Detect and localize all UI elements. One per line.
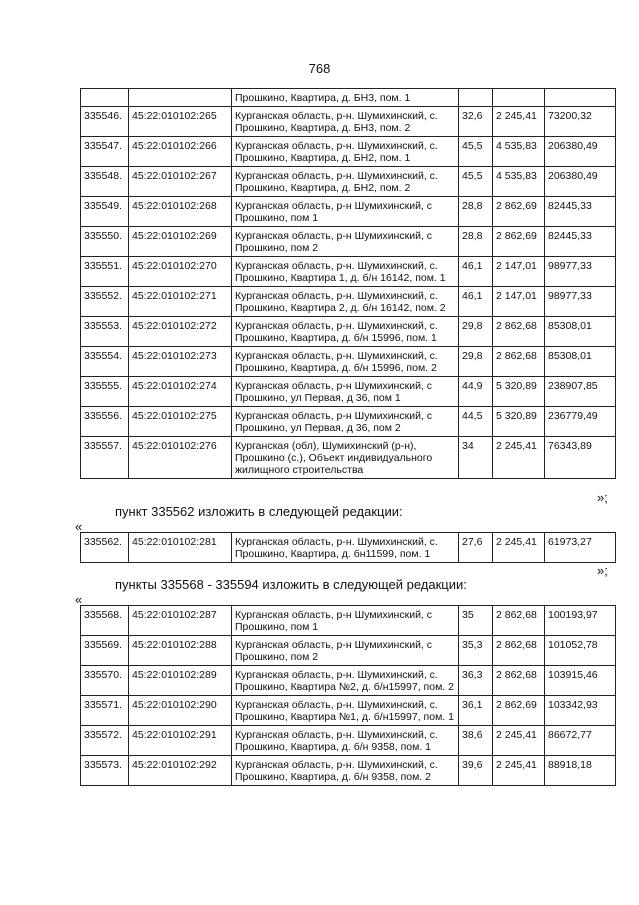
opening-quote: «	[75, 592, 83, 607]
area-cell: 28,8	[459, 227, 493, 257]
table-row	[81, 137, 616, 167]
cadastral-value-cell: 206380,49	[545, 167, 616, 197]
cadastral-value-cell: 61973,27	[545, 533, 616, 563]
cadastral-value-cell: 88918,18	[545, 756, 616, 786]
row-number-cell: 335547.	[81, 137, 129, 167]
cadastral-number-cell: 45:22:010102:291	[129, 726, 232, 756]
registry-table-1	[80, 88, 616, 479]
cadastral-value-cell	[545, 89, 616, 107]
cadastral-rate-cell: 2 862,68	[493, 317, 545, 347]
area-cell: 39,6	[459, 756, 493, 786]
cadastral-value-cell: 238907,85	[545, 377, 616, 407]
row-number-cell: 335555.	[81, 377, 129, 407]
address-cell: Прошкино, Квартира, д. БН3, пом. 1	[232, 89, 459, 107]
cadastral-value-cell: 82445,33	[545, 227, 616, 257]
area-cell: 38,6	[459, 726, 493, 756]
area-cell: 34	[459, 437, 493, 479]
row-number-cell: 335552.	[81, 287, 129, 317]
area-cell: 29,8	[459, 317, 493, 347]
row-number-cell: 335549.	[81, 197, 129, 227]
area-cell: 46,1	[459, 287, 493, 317]
area-cell	[459, 89, 493, 107]
row-number-cell: 335573.	[81, 756, 129, 786]
cadastral-value-cell: 206380,49	[545, 137, 616, 167]
row-number-cell: 335554.	[81, 347, 129, 377]
table-row	[81, 89, 616, 107]
cadastral-rate-cell: 2 862,68	[493, 636, 545, 666]
cadastral-number-cell: 45:22:010102:276	[129, 437, 232, 479]
row-number-cell: 335570.	[81, 666, 129, 696]
cadastral-rate-cell: 2 245,41	[493, 107, 545, 137]
cadastral-value-cell: 85308,01	[545, 317, 616, 347]
cadastral-number-cell	[129, 89, 232, 107]
cadastral-number-cell: 45:22:010102:270	[129, 257, 232, 287]
row-number-cell: 335550.	[81, 227, 129, 257]
cadastral-number-cell: 45:22:010102:269	[129, 227, 232, 257]
cadastral-rate-cell: 2 245,41	[493, 726, 545, 756]
cadastral-value-cell: 101052,78	[545, 636, 616, 666]
closing-quote: »;	[597, 563, 608, 578]
cadastral-rate-cell: 2 147,01	[493, 257, 545, 287]
cadastral-rate-cell: 2 862,68	[493, 666, 545, 696]
cadastral-number-cell: 45:22:010102:266	[129, 137, 232, 167]
cadastral-number-cell: 45:22:010102:272	[129, 317, 232, 347]
page-number: 768	[308, 61, 331, 76]
row-number-cell: 335557.	[81, 437, 129, 479]
address-cell: Курганская область, р-н. Шумихинский, с. Прошкино, Квартира, д. б/н 15996, пом. 2	[232, 347, 459, 377]
address-cell: Курганская область, р-н. Шумихинский, с. Прошкино, Квартира 2, д. б/н 16142, пом. 2	[232, 287, 459, 317]
row-number-cell: 335551.	[81, 257, 129, 287]
registry-table-2	[80, 532, 616, 563]
address-cell: Курганская область, р-н. Шумихинский, с. Прошкино, Квартира, д. б/н 9358, пом. 1	[232, 726, 459, 756]
area-cell: 27,6	[459, 533, 493, 563]
area-cell: 45,5	[459, 167, 493, 197]
table-row	[81, 347, 616, 377]
cadastral-number-cell: 45:22:010102:268	[129, 197, 232, 227]
table-row	[81, 756, 616, 786]
cadastral-number-cell: 45:22:010102:281	[129, 533, 232, 563]
row-number-cell: 335553.	[81, 317, 129, 347]
table-row	[81, 257, 616, 287]
area-cell: 36,3	[459, 666, 493, 696]
table-row	[81, 666, 616, 696]
table-row	[81, 227, 616, 257]
address-cell: Курганская область, р-н. Шумихинский, с. Прошкино, Квартира, д. б/н 9358, пом. 2	[232, 756, 459, 786]
amendment-paragraph: пункт 335562 изложить в следующей редакции:	[115, 504, 403, 519]
cadastral-rate-cell: 2 245,41	[493, 437, 545, 479]
cadastral-number-cell: 45:22:010102:271	[129, 287, 232, 317]
area-cell: 44,5	[459, 407, 493, 437]
registry-table-3	[80, 605, 616, 786]
address-cell: Курганская (обл), Шумихинский (р-н), Прошкино (с.), Объект индивидуального жилищного строительства	[232, 437, 459, 479]
amendment-paragraph: пункты 335568 - 335594 изложить в следующей редакции:	[115, 577, 467, 592]
address-cell: Курганская область, р-н Шумихинский, с Прошкино, пом 1	[232, 197, 459, 227]
area-cell: 28,8	[459, 197, 493, 227]
address-cell: Курганская область, р-н. Шумихинский, с. Прошкино, Квартира, д. БН2, пом. 2	[232, 167, 459, 197]
row-number-cell	[81, 89, 129, 107]
table-row	[81, 696, 616, 726]
cadastral-value-cell: 236779,49	[545, 407, 616, 437]
cadastral-rate-cell: 2 862,68	[493, 606, 545, 636]
address-cell: Курганская область, р-н. Шумихинский, с. Прошкино, Квартира, д. б/н 15996, пом. 1	[232, 317, 459, 347]
table-row	[81, 606, 616, 636]
cadastral-number-cell: 45:22:010102:287	[129, 606, 232, 636]
row-number-cell: 335568.	[81, 606, 129, 636]
address-cell: Курганская область, р-н Шумихинский, с Прошкино, ул Первая, д 36, пом 1	[232, 377, 459, 407]
table-row	[81, 317, 616, 347]
cadastral-rate-cell: 5 320,89	[493, 407, 545, 437]
cadastral-value-cell: 86672,77	[545, 726, 616, 756]
row-number-cell: 335548.	[81, 167, 129, 197]
cadastral-value-cell: 103915,46	[545, 666, 616, 696]
table-row	[81, 533, 616, 563]
cadastral-value-cell: 73200,32	[545, 107, 616, 137]
area-cell: 46,1	[459, 257, 493, 287]
cadastral-value-cell: 98977,33	[545, 287, 616, 317]
cadastral-number-cell: 45:22:010102:274	[129, 377, 232, 407]
area-cell: 35	[459, 606, 493, 636]
address-cell: Курганская область, р-н. Шумихинский, с. Прошкино, Квартира, д. БН2, пом. 1	[232, 137, 459, 167]
row-number-cell: 335571.	[81, 696, 129, 726]
row-number-cell: 335546.	[81, 107, 129, 137]
cadastral-rate-cell	[493, 89, 545, 107]
address-cell: Курганская область, р-н. Шумихинский, с. Прошкино, Квартира, д. БН3, пом. 2	[232, 107, 459, 137]
area-cell: 29,8	[459, 347, 493, 377]
cadastral-number-cell: 45:22:010102:289	[129, 666, 232, 696]
address-cell: Курганская область, р-н Шумихинский, с Прошкино, ул Первая, д 36, пом 2	[232, 407, 459, 437]
cadastral-rate-cell: 2 245,41	[493, 533, 545, 563]
row-number-cell: 335569.	[81, 636, 129, 666]
cadastral-value-cell: 76343,89	[545, 437, 616, 479]
cadastral-rate-cell: 4 535,83	[493, 167, 545, 197]
cadastral-number-cell: 45:22:010102:292	[129, 756, 232, 786]
table-row	[81, 636, 616, 666]
area-cell: 32,6	[459, 107, 493, 137]
address-cell: Курганская область, р-н Шумихинский, с Прошкино, пом 1	[232, 606, 459, 636]
table-row	[81, 407, 616, 437]
table-row	[81, 107, 616, 137]
address-cell: Курганская область, р-н Шумихинский, с Прошкино, пом 2	[232, 227, 459, 257]
cadastral-number-cell: 45:22:010102:267	[129, 167, 232, 197]
table-row	[81, 726, 616, 756]
cadastral-number-cell: 45:22:010102:288	[129, 636, 232, 666]
area-cell: 35,3	[459, 636, 493, 666]
table-row	[81, 377, 616, 407]
cadastral-rate-cell: 2 862,69	[493, 197, 545, 227]
address-cell: Курганская область, р-н. Шумихинский, с. Прошкино, Квартира, д. бн11599, пом. 1	[232, 533, 459, 563]
cadastral-rate-cell: 2 245,41	[493, 756, 545, 786]
row-number-cell: 335572.	[81, 726, 129, 756]
cadastral-number-cell: 45:22:010102:290	[129, 696, 232, 726]
table-row	[81, 437, 616, 479]
cadastral-number-cell: 45:22:010102:265	[129, 107, 232, 137]
cadastral-rate-cell: 2 862,69	[493, 696, 545, 726]
table-row	[81, 287, 616, 317]
table-row	[81, 197, 616, 227]
address-cell: Курганская область, р-н. Шумихинский, с. Прошкино, Квартира 1, д. б/н 16142, пом. 1	[232, 257, 459, 287]
cadastral-value-cell: 103342,93	[545, 696, 616, 726]
cadastral-number-cell: 45:22:010102:275	[129, 407, 232, 437]
cadastral-value-cell: 85308,01	[545, 347, 616, 377]
row-number-cell: 335556.	[81, 407, 129, 437]
area-cell: 36,1	[459, 696, 493, 726]
address-cell: Курганская область, р-н. Шумихинский, с. Прошкино, Квартира №1, д. б/н15997, пом. 1	[232, 696, 459, 726]
row-number-cell: 335562.	[81, 533, 129, 563]
address-cell: Курганская область, р-н. Шумихинский, с. Прошкино, Квартира №2, д. б/н15997, пом. 2	[232, 666, 459, 696]
cadastral-rate-cell: 2 862,69	[493, 227, 545, 257]
area-cell: 44,9	[459, 377, 493, 407]
cadastral-number-cell: 45:22:010102:273	[129, 347, 232, 377]
cadastral-rate-cell: 5 320,89	[493, 377, 545, 407]
cadastral-rate-cell: 2 147,01	[493, 287, 545, 317]
cadastral-rate-cell: 2 862,68	[493, 347, 545, 377]
cadastral-value-cell: 98977,33	[545, 257, 616, 287]
cadastral-rate-cell: 4 535,83	[493, 137, 545, 167]
cadastral-value-cell: 100193,97	[545, 606, 616, 636]
closing-quote: »;	[597, 490, 608, 505]
opening-quote: «	[75, 519, 83, 534]
table-row	[81, 167, 616, 197]
address-cell: Курганская область, р-н Шумихинский, с Прошкино, пом 2	[232, 636, 459, 666]
cadastral-value-cell: 82445,33	[545, 197, 616, 227]
area-cell: 45,5	[459, 137, 493, 167]
